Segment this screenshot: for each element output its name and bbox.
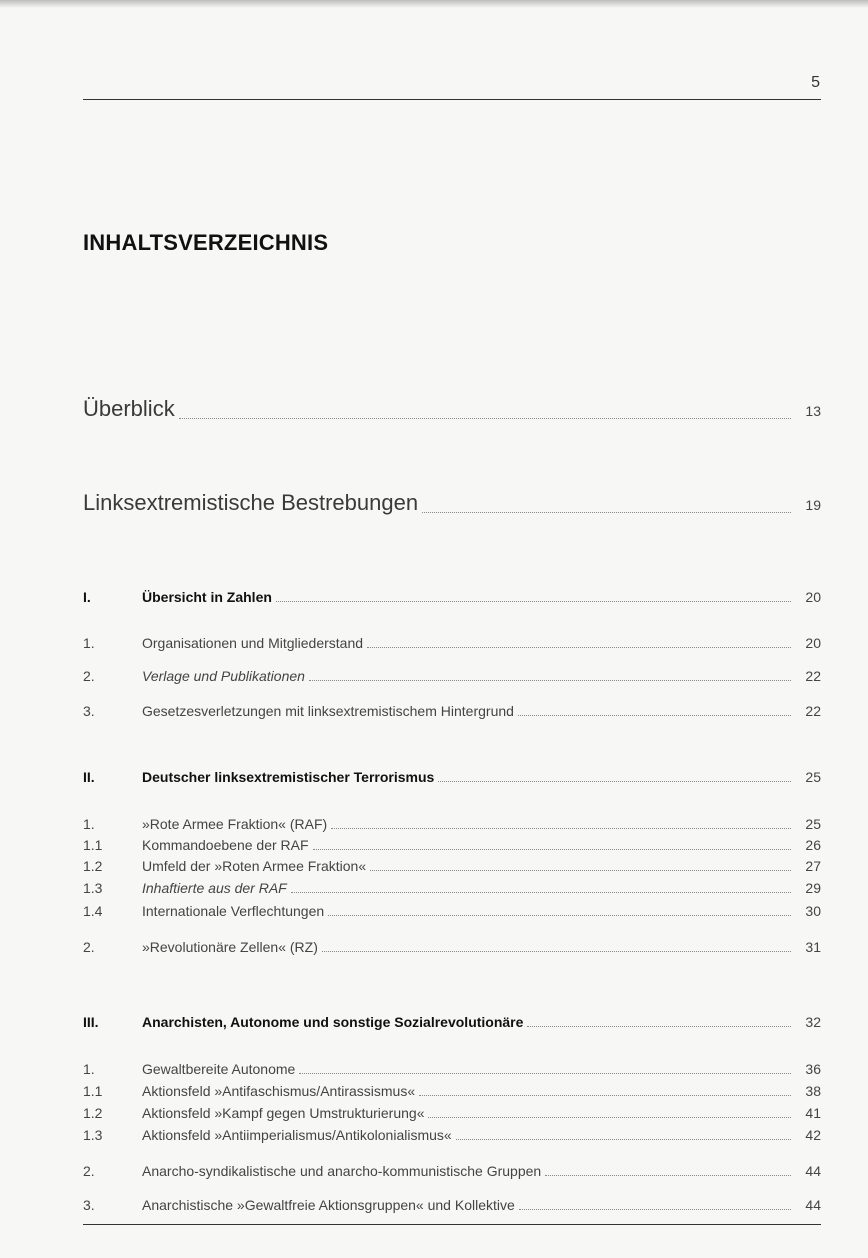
toc-entry-label: Inhaftierte aus der RAF <box>142 880 287 896</box>
toc-entry-page: 22 <box>805 703 821 719</box>
dot-leader <box>309 680 791 681</box>
toc-entry-page: 36 <box>805 1061 821 1077</box>
dot-leader <box>545 1175 791 1176</box>
footer-rule <box>83 1224 821 1225</box>
toc-entry[interactable] <box>83 1083 821 1099</box>
toc-entry-linksextremistische-bestrebungen[interactable] <box>83 490 821 516</box>
dot-leader <box>322 951 791 952</box>
toc-entry-page: 22 <box>805 668 821 684</box>
scan-top-shadow <box>0 0 868 8</box>
toc-entry[interactable] <box>83 1163 821 1179</box>
toc-entry[interactable] <box>83 880 821 896</box>
dot-leader <box>276 601 791 602</box>
toc-entry-number: 1.1 <box>83 1083 103 1099</box>
toc-entry-number: 1.2 <box>83 858 103 874</box>
dot-leader <box>438 781 791 782</box>
toc-entry-label: Gewaltbereite Autonome <box>142 1061 296 1077</box>
toc-section-II[interactable] <box>83 769 821 785</box>
toc-entry-label: Übersicht in Zahlen <box>142 589 272 605</box>
dot-leader <box>428 1117 791 1118</box>
page-number: 5 <box>811 74 820 91</box>
dot-leader <box>518 715 791 716</box>
toc-entry-label: Deutscher linksextremistischer Terrorismus <box>142 769 435 785</box>
dot-leader <box>419 1095 791 1096</box>
toc-entry-label: Organisationen und Mitgliederstand <box>142 635 364 651</box>
toc-entry-ueberblick[interactable] <box>83 396 821 422</box>
toc-entry-page: 44 <box>805 1197 821 1213</box>
toc-entry-page: 31 <box>805 939 821 955</box>
toc-entry[interactable] <box>83 635 821 651</box>
toc-entry-label: Anarcho-syndikalistische und anarcho-kommunistische Gruppen <box>142 1163 542 1179</box>
toc-entry-label: Umfeld der »Roten Armee Fraktion« <box>142 858 367 874</box>
dot-leader <box>299 1073 791 1074</box>
dot-leader <box>519 1209 791 1210</box>
toc-entry-number: 3. <box>83 1197 95 1213</box>
dot-leader <box>179 418 791 419</box>
toc-entry-label: Aktionsfeld »Kampf gegen Umstrukturierung« <box>142 1105 425 1121</box>
toc-entry-label: Aktionsfeld »Antiimperialismus/Antikolonialismus« <box>142 1127 452 1143</box>
toc-entry-page: 20 <box>805 589 821 605</box>
toc-entry-label: Überblick <box>83 396 175 421</box>
toc-entry[interactable] <box>83 816 821 832</box>
toc-entry-label: Gesetzesverletzungen mit linksextremistischem Hintergrund <box>142 703 514 719</box>
toc-entry-page: 29 <box>805 880 821 896</box>
toc-entry-number: 1.2 <box>83 1105 103 1121</box>
toc-entry[interactable] <box>83 668 821 684</box>
dot-leader <box>367 647 791 648</box>
toc-entry-number: 3. <box>83 703 95 719</box>
toc-entry[interactable] <box>83 1105 821 1121</box>
toc-entry-label: Aktionsfeld »Antifaschismus/Antirassismus« <box>142 1083 416 1099</box>
toc-entry-page: 25 <box>805 816 821 832</box>
toc-entry-page: 42 <box>805 1127 821 1143</box>
toc-entry-number: 1. <box>83 816 95 832</box>
toc-entry[interactable] <box>83 837 821 853</box>
toc-entry-page: 19 <box>805 497 821 513</box>
toc-entry-number: 2. <box>83 668 95 684</box>
toc-entry[interactable] <box>83 939 821 955</box>
toc-entry-page: 41 <box>805 1105 821 1121</box>
dot-leader <box>370 870 791 871</box>
toc-entry-label: Anarchistische »Gewaltfreie Aktionsgruppen« und Kollektive <box>142 1197 515 1213</box>
toc-entry-label: Verlage und Publikationen <box>142 668 305 684</box>
toc-entry-label: Internationale Verflechtungen <box>142 903 325 919</box>
toc-entry-page: 27 <box>805 858 821 874</box>
toc-entry-page: 30 <box>805 903 821 919</box>
toc-entry-number: 1.3 <box>83 1127 103 1143</box>
toc-entry-page: 25 <box>805 769 821 785</box>
toc-entry[interactable] <box>83 1061 821 1077</box>
toc-entry-number: 1.4 <box>83 903 103 919</box>
toc-entry-page: 38 <box>805 1083 821 1099</box>
toc-section-I[interactable] <box>83 589 821 605</box>
toc-entry-number: 2. <box>83 1163 95 1179</box>
toc-entry-number: I. <box>83 589 91 605</box>
toc-entry[interactable] <box>83 703 821 719</box>
dot-leader <box>456 1139 791 1140</box>
page-title: INHALTSVERZEICHNIS <box>83 230 329 255</box>
dot-leader <box>527 1026 791 1027</box>
toc-entry-label: Anarchisten, Autonome und sonstige Sozialrevolutionäre <box>142 1014 524 1030</box>
toc-entry[interactable] <box>83 1127 821 1143</box>
toc-entry-number: 1. <box>83 1061 95 1077</box>
toc-entry-page: 13 <box>805 403 821 419</box>
toc-entry[interactable] <box>83 858 821 874</box>
toc-entry-label: Linksextremistische Bestrebungen <box>83 490 419 515</box>
toc-entry-number: 2. <box>83 939 95 955</box>
toc-entry-label: »Rote Armee Fraktion« (RAF) <box>142 816 328 832</box>
toc-entry-number: III. <box>83 1014 99 1030</box>
toc-entry-number: 1. <box>83 635 95 651</box>
toc-section-III[interactable] <box>83 1014 821 1030</box>
toc-entry-number: 1.3 <box>83 880 103 896</box>
header-rule <box>83 99 821 100</box>
toc-entry-label: Kommandoebene der RAF <box>142 837 309 853</box>
toc-entry-page: 44 <box>805 1163 821 1179</box>
toc-entry[interactable] <box>83 1197 821 1213</box>
dot-leader <box>291 892 791 893</box>
toc-entry-page: 32 <box>805 1014 821 1030</box>
toc-entry-number: II. <box>83 769 95 785</box>
toc-entry-label: »Revolutionäre Zellen« (RZ) <box>142 939 318 955</box>
dot-leader <box>313 849 791 850</box>
toc-entry[interactable] <box>83 903 821 919</box>
toc-entry-page: 20 <box>805 635 821 651</box>
dot-leader <box>331 828 791 829</box>
dot-leader <box>328 915 791 916</box>
dot-leader <box>422 512 791 513</box>
toc-entry-page: 26 <box>805 837 821 853</box>
toc-entry-number: 1.1 <box>83 837 103 853</box>
